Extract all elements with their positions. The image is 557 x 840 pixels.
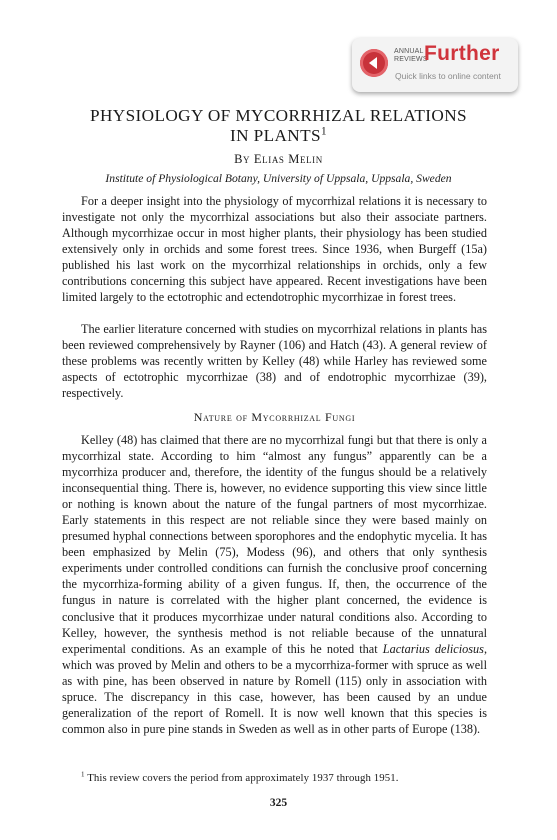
footnote <box>62 772 487 784</box>
further-label: Further <box>424 42 500 65</box>
paragraph-3-part-2: , which was proved by Melin and others to be a mycorrhiza-former with spruce as well as with pine, has been observed in nature by Romell (115) only in association with spruce. The discrepancy in this case, however, has been caused by an undue generalization of the report of Romell. It is now well known that this species is common also in pure pine stands in Sweden as well as in other parts of Europe (138). <box>62 641 487 736</box>
paragraph-2: The earlier literature concerned with studies on mycorrhizal relations in plants has been reviewed comprehensively by Rayner (106) and Hatch (43). A general review of these problems was recently written by Kelley (48) while Harley has reviewed some aspects of ectotrophic mycorrhizae (38) and of endotrophic mycorrhizae (39), respectively. <box>62 322 487 401</box>
quick-links-label: Quick links to online content <box>395 71 501 81</box>
paragraph-3 <box>62 432 487 737</box>
title-line-1: PHYSIOLOGY OF MYCORRHIZAL RELATIONS <box>89 106 468 125</box>
page-number: 325 <box>269 797 288 809</box>
paragraph-3-part-1: Kelley (48) has claimed that there are no mycorrhizal fungi but that there is only a mycorrhizal state. According to him “almost any fungus” apparently can be a mycorrhiza producer and, therefore, the identity of the fungus should be a relatively inconsequential thing. There is, however, no evidence supporting this view since little or nothing is known about the nature of the fungal partners of most mycorrhizae. Early statements in this respect are not reliable since they were based mainly on presumed hyphal connections between sporophores and the endophytic mycelia. It has been emphasized by Melin (75), Modess (96), and others that only synthesis experiments under controlled conditions can furnish the conclusive proof concerning the mycorrhiza-forming ability of a given fungus. If, then, the occurrence of the fungus in nature is correlated with the higher plant concerned, the evidence is conclusive that it produces mycorrhizae under natural conditions also. According to Kelley, however, the synthesis method is not reliable because of the unnatural experimental conditions. As an example of this he noted that <box>62 433 487 656</box>
section-heading: Nature of Mycorrhizal Fungi <box>193 410 356 424</box>
footnote-mark: 1 <box>81 770 85 779</box>
affiliation: Institute of Physiological Botany, University of Uppsala, Uppsala, Sweden <box>105 172 452 185</box>
title-footnote-mark: 1 <box>320 125 327 138</box>
title-line-2-text: IN PLANTS <box>230 126 321 145</box>
article-title <box>40 106 517 146</box>
annual-reviews-further-badge[interactable] <box>352 38 518 92</box>
author-prefix: By <box>234 152 251 166</box>
annual-reviews-label: ANNUAL REVIEWS <box>394 48 428 63</box>
further-arrow-icon <box>360 49 388 77</box>
author-line <box>40 152 517 167</box>
author-name: Elias Melin <box>253 152 323 166</box>
paragraph-1: For a deeper insight into the physiology of mycorrhizal relations it is necessary to investigate not only the mycorrhizal associations but also their associate partners. Although mycorrhizae occur in most higher plants, their physiology has been studied extensively only in orchids and some forest trees. Since 1936, when Burgeff (15a) published his last work on the mycorrhizal relationships in orchids, only a few contributions concerning this subject have appeared. Recent investigations have been limited largely to the ectotrophic and ectendotrophic mycorrhizae in forest trees. <box>62 194 487 305</box>
title-line-2 <box>40 126 517 146</box>
species-name-italic: Lactarius deliciosus <box>382 641 484 656</box>
footnote-text: This review covers the period from approximately 1937 through 1951. <box>87 772 399 784</box>
